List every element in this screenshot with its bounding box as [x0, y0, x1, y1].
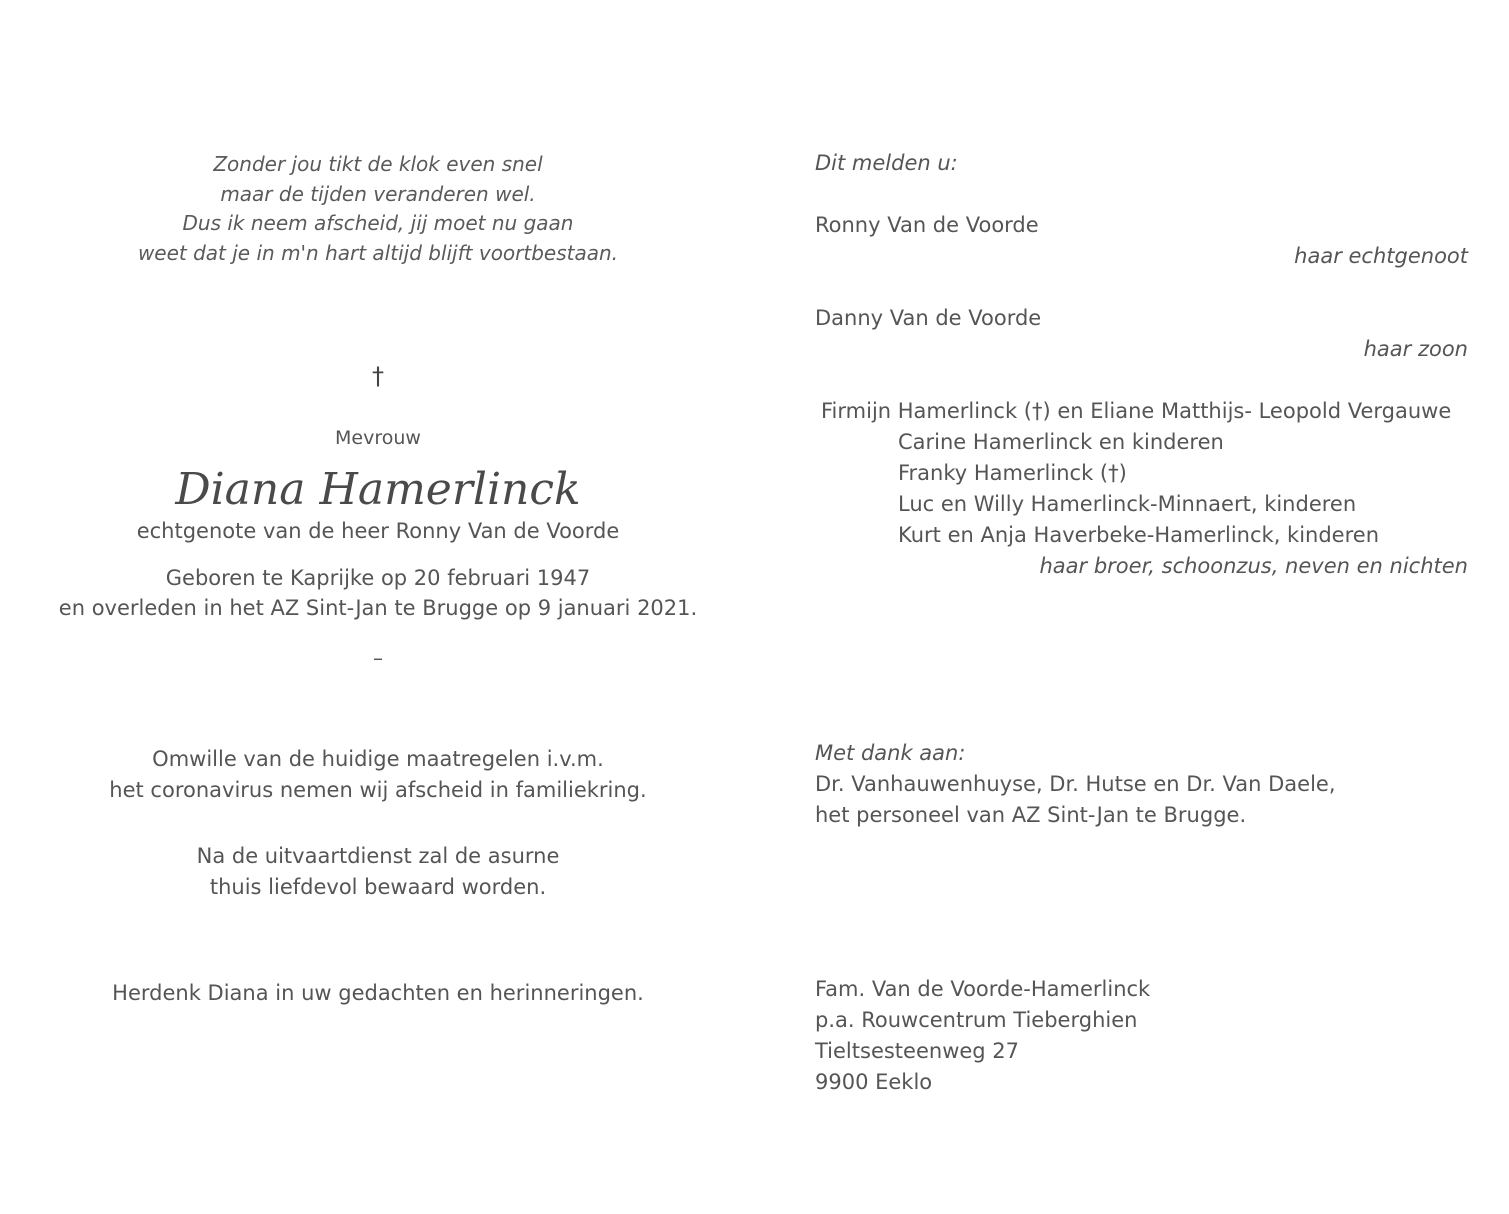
- poem-line: Dus ik neem afscheid, jij moet nu gaan: [182, 211, 574, 235]
- address-line: 9900 Eeklo: [815, 1070, 933, 1094]
- poem-line: Zonder jou tikt de klok even snel: [213, 152, 543, 176]
- birth-death-info: [40, 563, 716, 623]
- siblings-list: [898, 430, 1379, 554]
- notice-line: het coronavirus nemen wij afscheid in familiekring.: [109, 778, 647, 802]
- notice-line: Omwille van de huidige maatregelen i.v.m.: [152, 747, 604, 771]
- address-line: Fam. Van de Voorde-Hamerlinck: [815, 977, 1151, 1001]
- announcement-intro: Dit melden u:: [815, 151, 958, 175]
- thanks-block: [815, 741, 1336, 834]
- poem-line: weet dat je in m'n hart altijd blijft voortbestaan.: [137, 240, 619, 265]
- husband-name: Ronny Van de Voorde: [815, 213, 1039, 237]
- thanks-line: Dr. Vanhauwenhuyse, Dr. Hutse en Dr. Van Daele,: [815, 772, 1336, 796]
- cross-icon: †: [372, 362, 384, 390]
- poem: [40, 150, 716, 268]
- death-info: en overleden in het AZ Sint-Jan te Brugge op 9 januari 2021.: [58, 596, 698, 620]
- urn-line: thuis liefdevol bewaard worden.: [209, 875, 547, 899]
- thanks-intro: Met dank aan:: [815, 741, 966, 765]
- sibling-item: Kurt en Anja Haverbeke-Hamerlinck, kinderen: [898, 523, 1380, 547]
- son-relation: haar zoon: [1363, 337, 1468, 361]
- sibling-first: Firmijn Hamerlinck (†) en Eliane Matthijs- Leopold Vergauwe: [821, 399, 1452, 423]
- birth-info: Geboren te Kaprijke op 20 februari 1947: [165, 566, 591, 590]
- deceased-title: Mevrouw: [335, 427, 421, 449]
- poem-line: maar de tijden veranderen wel.: [220, 181, 536, 206]
- sibling-item: Luc en Willy Hamerlinck-Minnaert, kinderen: [898, 492, 1357, 516]
- urn-line: Na de uitvaartdienst zal de asurne: [196, 844, 560, 868]
- thanks-line: het personeel van AZ Sint-Jan te Brugge.: [815, 803, 1247, 827]
- urn-notice: [40, 841, 716, 903]
- remember-text: Herdenk Diana in uw gedachten en herinneringen.: [112, 981, 644, 1005]
- husband-relation: haar echtgenoot: [1294, 244, 1468, 268]
- corona-notice: [40, 744, 716, 806]
- sibling-item: Carine Hamerlinck en kinderen: [898, 430, 1224, 454]
- sibling-item: Franky Hamerlinck (†): [898, 461, 1127, 485]
- deceased-spouse: echtgenote van de heer Ronny Van de Voorde: [136, 519, 620, 543]
- address-line: p.a. Rouwcentrum Tieberghien: [815, 1008, 1138, 1032]
- siblings-relation: haar broer, schoonzus, neven en nichten: [1039, 554, 1468, 578]
- deceased-name: Diana Hamerlinck: [175, 464, 581, 515]
- address-block: [815, 977, 1150, 1101]
- son-name: Danny Van de Voorde: [815, 306, 1042, 330]
- separator: –: [373, 646, 383, 670]
- address-line: Tieltsesteenweg 27: [815, 1039, 1020, 1063]
